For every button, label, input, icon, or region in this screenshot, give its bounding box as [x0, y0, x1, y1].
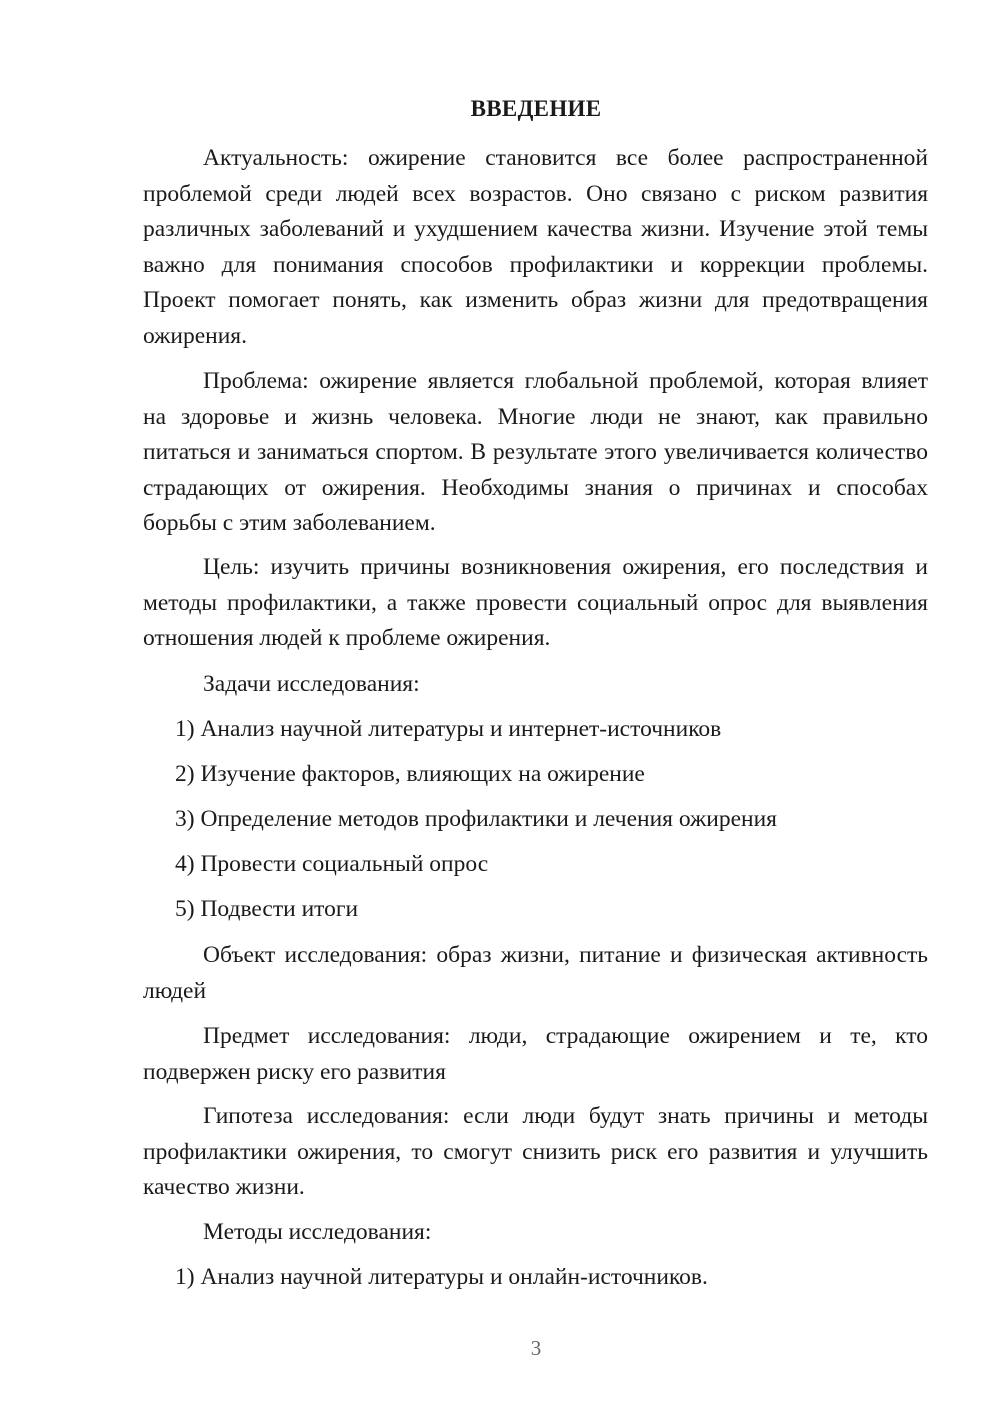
method-item: 1) Анализ научной литературы и онлайн-источников. — [175, 1264, 708, 1290]
tasks-heading: Задачи исследования: — [203, 671, 420, 697]
paragraph-hypothesis: Гипотеза исследования: если люди будут знать причины и методы профилактики ожирения, то смогут снизить риск его развития и улучшить качество жизни. — [143, 1103, 928, 1200]
task-item: 5) Подвести итоги — [175, 896, 359, 922]
paragraph-relevance: Актуальность: ожирение становится все более распространенной проблемой среди людей всех возрастов. Оно связано с риском развития различных заболеваний и ухудшением качества жизни. Изучение этой темы важно для понимания способов профилактики и коррекции проблемы. Проект помогает понять, как изменить образ жизни для предотвращения ожирения. — [143, 145, 928, 349]
page-title: ВВЕДЕНИЕ — [470, 96, 602, 121]
task-item: 1) Анализ научной литературы и интернет-источников — [175, 716, 722, 742]
task-item: 3) Определение методов профилактики и лечения ожирения — [175, 806, 777, 832]
paragraph-subject: Предмет исследования: люди, страдающие ожирением и те, кто подвержен риску его развития — [143, 1023, 928, 1085]
page-number: 3 — [530, 1336, 542, 1360]
task-item: 2) Изучение факторов, влияющих на ожирение — [175, 761, 645, 787]
paragraph-goal: Цель: изучить причины возникновения ожирения, его последствия и методы профилактики, а также провести социальный опрос для выявления отношения людей к проблеме ожирения. — [143, 554, 928, 651]
paragraph-problem: Проблема: ожирение является глобальной проблемой, которая влияет на здоровье и жизнь человека. Многие люди не знают, как правильно питаться и заниматься спортом. В результате этого увеличивается количество страдающих от ожирения. Необходимы знания о причинах и способах борьбы с этим заболеванием. — [143, 368, 928, 536]
task-item: 4) Провести социальный опрос — [175, 851, 489, 877]
paragraph-object: Объект исследования: образ жизни, питание и физическая активность людей — [143, 942, 928, 1004]
methods-heading: Методы исследования: — [203, 1219, 432, 1245]
